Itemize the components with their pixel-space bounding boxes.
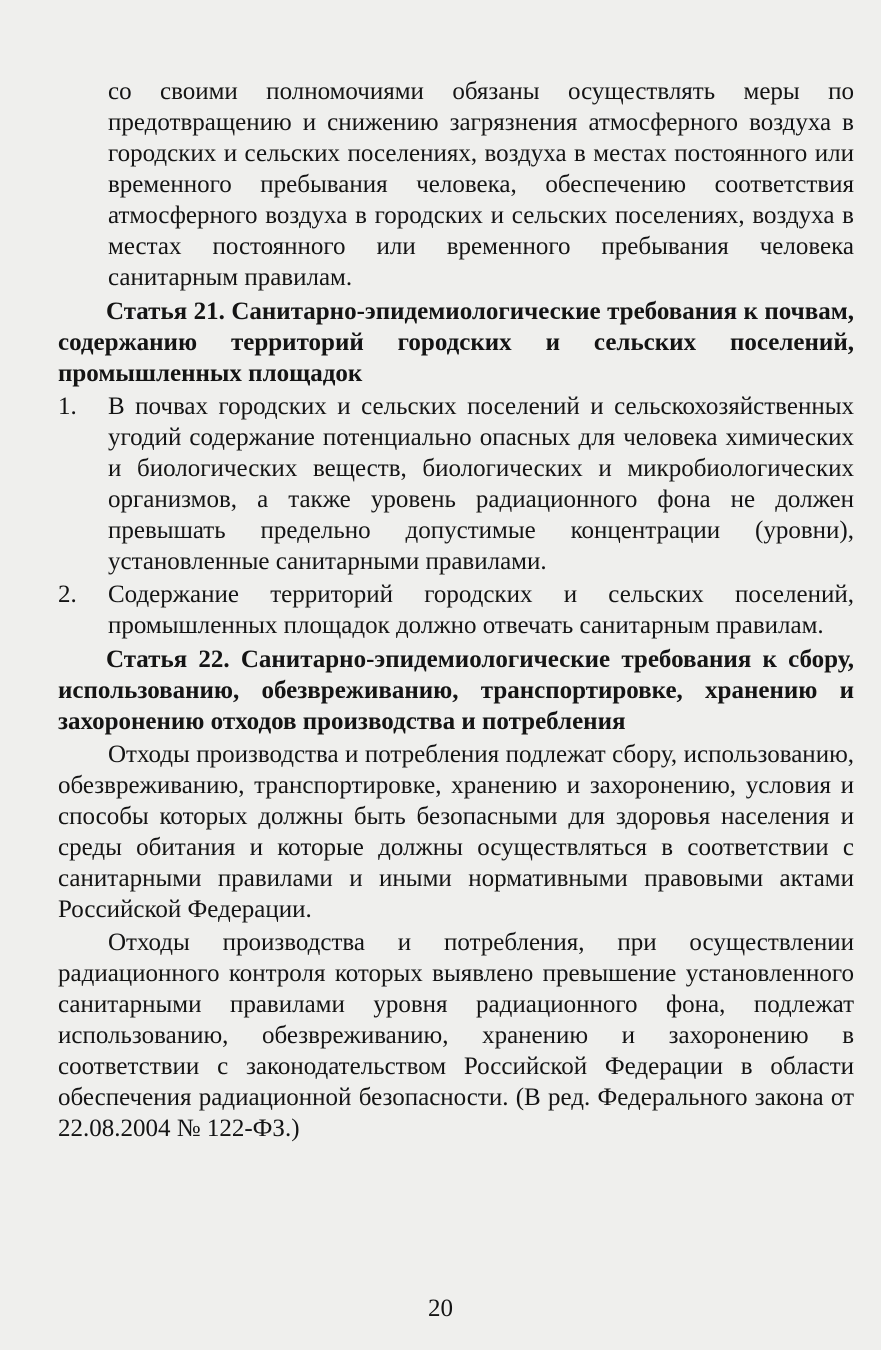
article-22-heading xyxy=(58,644,854,737)
body-paragraph: Отходы производства и потребления, при осуществлении радиационного контроля которых выявлено превышение установленного санитарными правилами уровня радиационного фона, подлежат использованию, обезвреживанию, хранению и захоронению в соответствии с законодательством Российской Федерации в области обеспечения радиационной безопасности. (В ред. Федерального закона от 22.08.2004 № 122-ФЗ.) xyxy=(58,929,854,1142)
continuation-paragraph: со своими полномочиями обязаны осуществлять меры по предотвращению и снижению загрязнения атмосферного воздуха в городских и сельских поселениях, воздуха в местах постоянного или временного пребывания человека, обеспечению соответствия атмосферного воздуха в городских и сельских поселениях, воздуха в местах постоянного или временного пребывания человека санитарным правилам. xyxy=(108,78,854,291)
article-21-heading-text: Статья 21. Санитарно-эпидемиологические требования к почвам, содержанию территорий городских и сельских поселений, промышленных площадок xyxy=(58,298,854,387)
list-item-number: 1. xyxy=(58,393,77,420)
article-22-heading-text: Статья 22. Санитарно-эпидемиологические требования к сбору, использованию, обезвреживанию, транспортировке, хранению и захоронению отходов производства и потребления xyxy=(58,646,854,735)
article-21-heading xyxy=(58,296,854,389)
list-item xyxy=(58,391,854,577)
list-item-text: Содержание территорий городских и сельских поселений, промышленных площадок должно отвечать санитарным правилам. xyxy=(108,581,854,639)
document-page xyxy=(58,76,854,1144)
body-paragraph: Отходы производства и потребления подлежат сбору, использованию, обезвреживанию, транспортировке, хранению и захоронению, условия и способы которых должны быть безопасными для здоровья населения и среды обитания и которые должны осуществляться в соответствии с санитарными правилами и иными нормативными правовыми актами Российской Федерации. xyxy=(58,741,854,923)
list-item xyxy=(58,579,854,641)
list-item-number: 2. xyxy=(58,581,77,608)
list-item-text: В почвах городских и сельских поселений и сельскохозяйственных угодий содержание потенциально опасных для человека химических и биологических веществ, биологических и микробиологических организмов, а также уровень радиационного фона не должен превышать предельно допустимые концентрации (уровни), установленные санитарными правилами. xyxy=(108,393,854,575)
page-number: 20 xyxy=(428,1295,453,1322)
